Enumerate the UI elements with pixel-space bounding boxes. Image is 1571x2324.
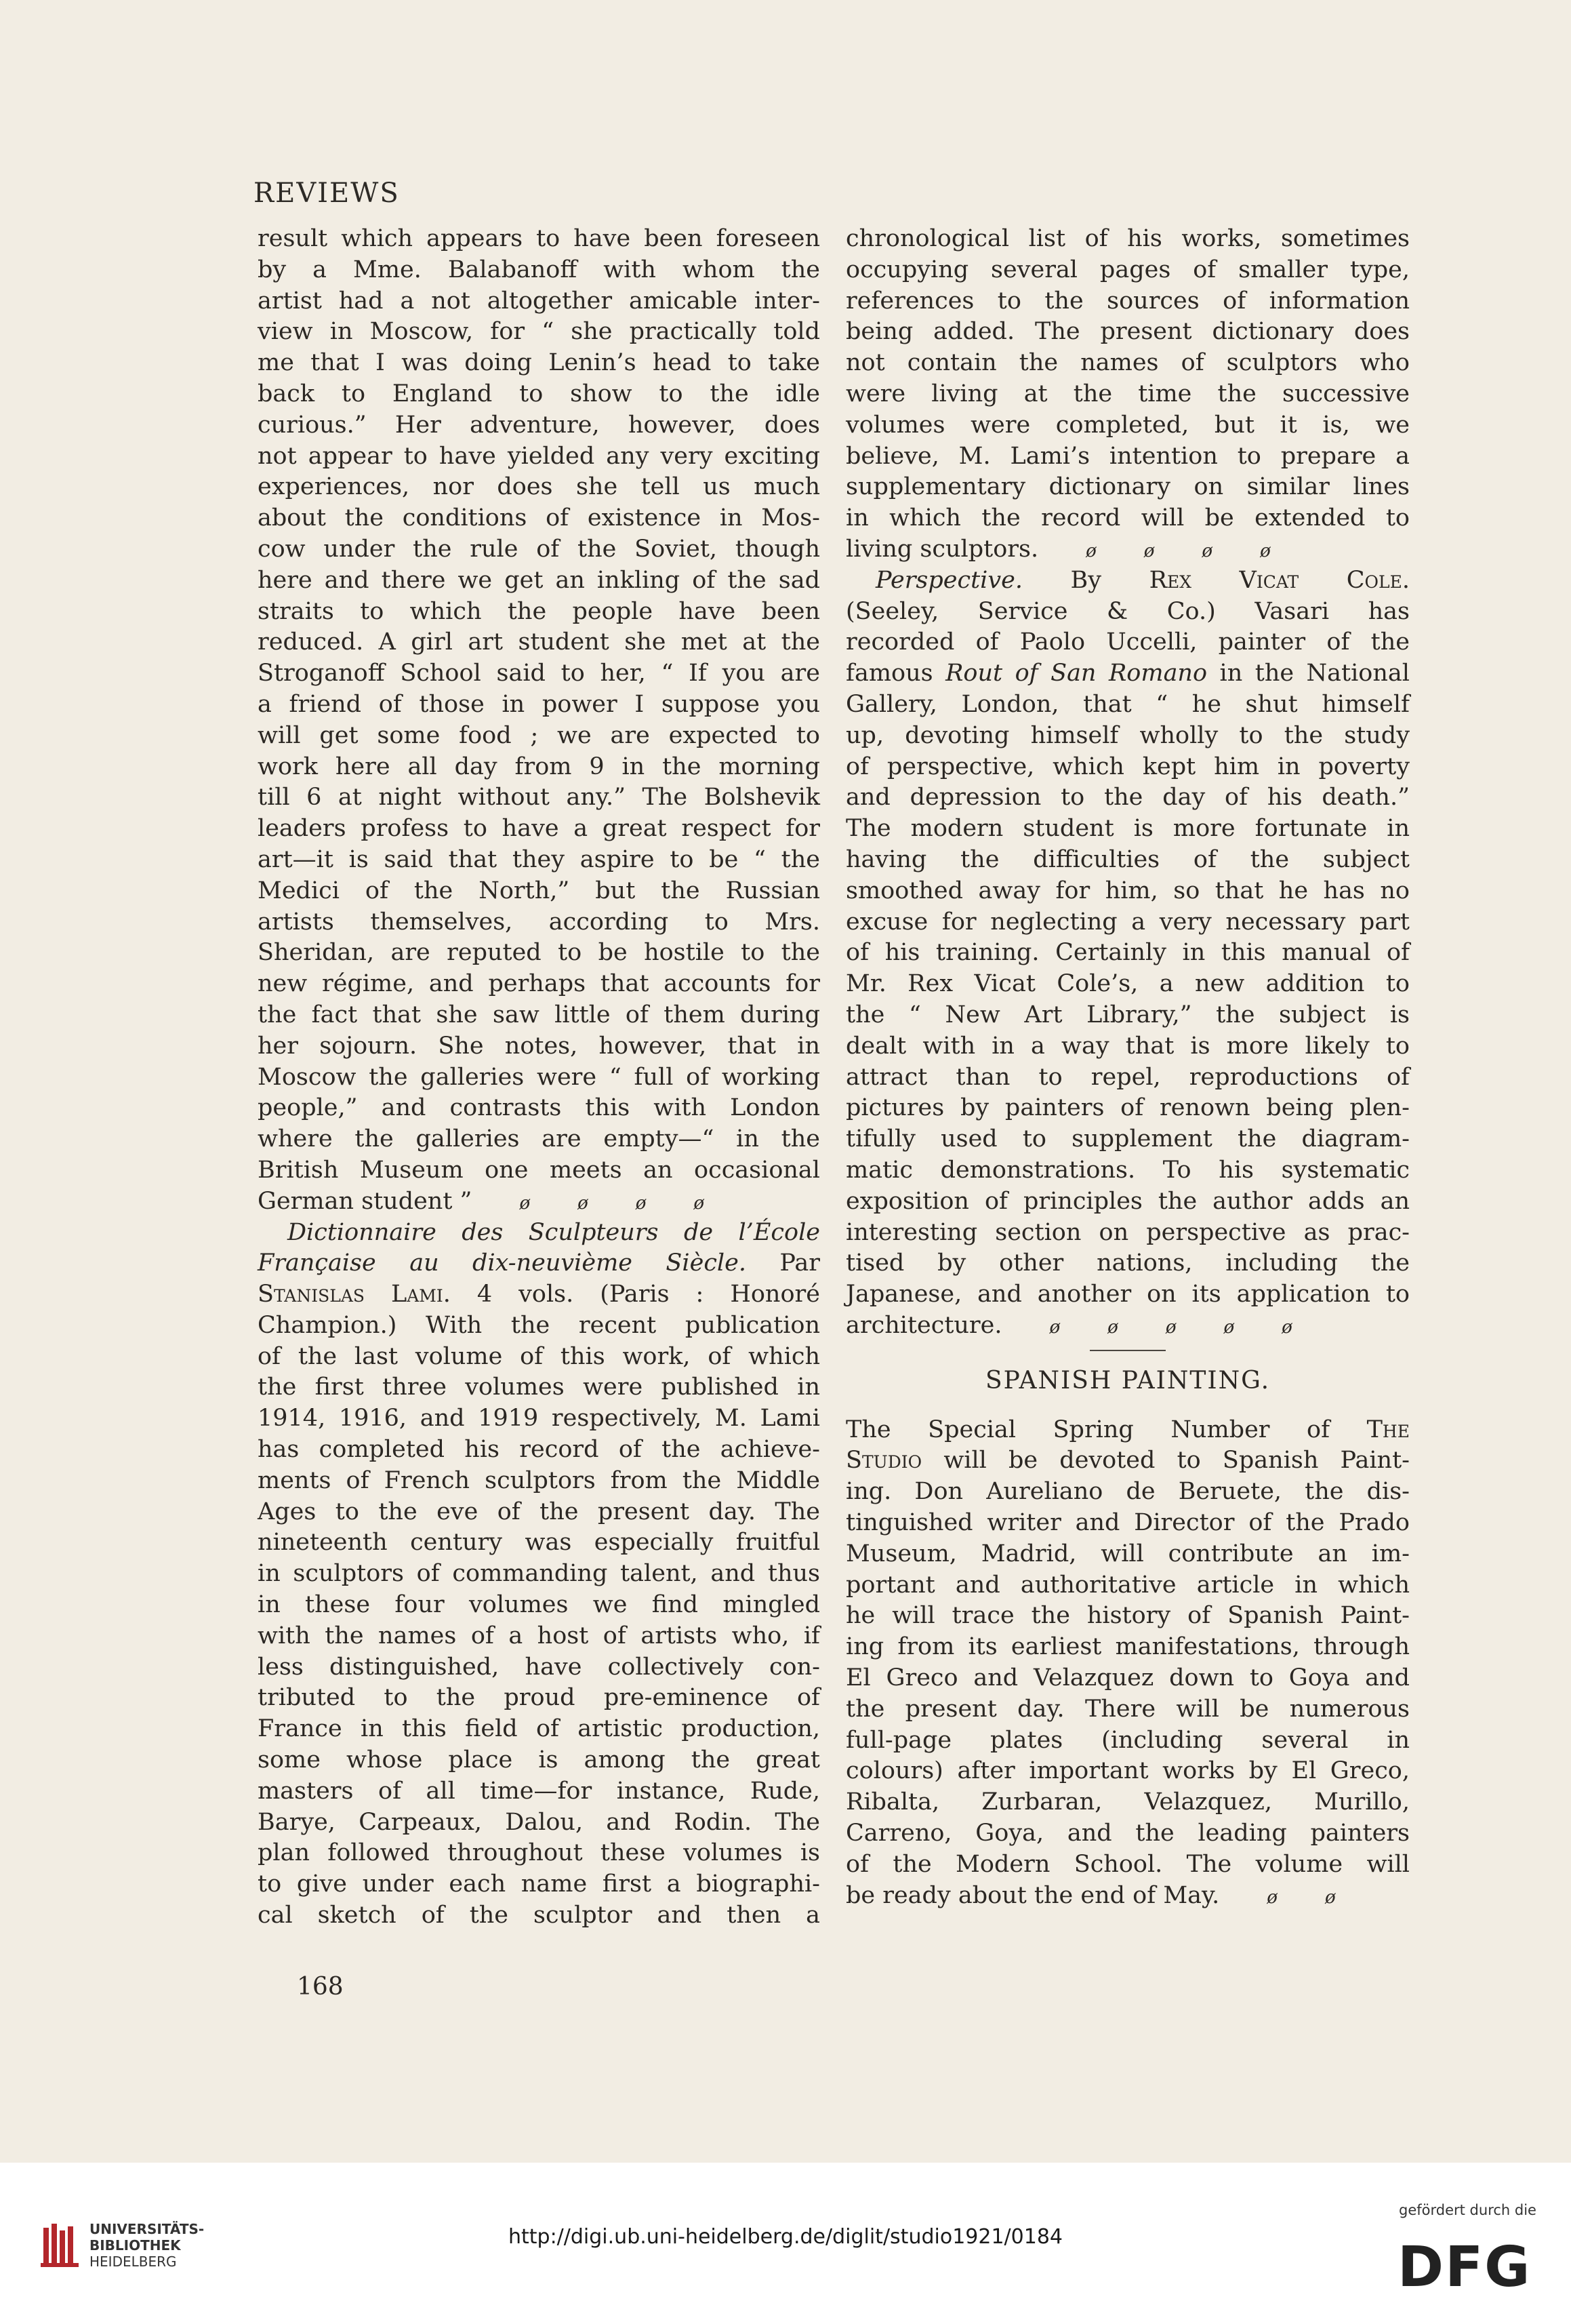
text-line: 1914, 1916, and 1919 respectively, M. Lami bbox=[258, 1405, 820, 1433]
text-line: matic demonstrations. To his systematic bbox=[846, 1156, 1410, 1184]
text-line: new régime, and perhaps that accounts for bbox=[258, 970, 820, 998]
text-line: in which the record will be extended to bbox=[846, 504, 1410, 532]
text-line: and depression to the day of his death.” bbox=[846, 784, 1410, 812]
text-line: ing. Don Aureliano de Beruete, the dis- bbox=[846, 1478, 1410, 1506]
announcement-text: The Special Spring Number of bbox=[846, 1416, 1330, 1443]
text-line: interesting section on perspective as prac- bbox=[846, 1218, 1410, 1246]
text-line: in sculptors of commanding talent, and thus bbox=[258, 1560, 820, 1588]
text-line: of the last volume of this work, of which bbox=[258, 1342, 820, 1370]
text-line: to give under each name first a biographi- bbox=[258, 1870, 820, 1898]
text-line: me that I was doing Lenin’s head to take bbox=[258, 349, 820, 377]
text-line: exposition of principles the author adds an bbox=[846, 1187, 1410, 1215]
text-line: occupying several pages of smaller type, bbox=[846, 256, 1410, 283]
section-divider bbox=[1090, 1350, 1166, 1351]
text-line: nineteenth century was especially fruitful bbox=[258, 1529, 820, 1557]
magazine-name: The bbox=[1366, 1416, 1410, 1443]
text-line: has completed his record of the achieve- bbox=[258, 1436, 820, 1464]
text-line: Stroganoff School said to her, “ If you are bbox=[258, 660, 820, 687]
book-title: Française au dix-neuvième Siècle. bbox=[258, 1249, 746, 1277]
text-line: tifully used to supplement the diagram- bbox=[846, 1125, 1410, 1153]
text-line: plan followed throughout these volumes is bbox=[258, 1839, 820, 1867]
page-number: 168 bbox=[297, 1973, 344, 2001]
library-name-line-3: HEIDELBERG bbox=[89, 2253, 177, 2270]
text-line: the “ New Art Library,” the subject is bbox=[846, 1001, 1410, 1028]
text-line: not contain the names of sculptors who bbox=[846, 349, 1410, 377]
review-heading-line bbox=[258, 1248, 820, 1279]
spacer bbox=[846, 1401, 1410, 1415]
book-author: Rex Vicat Cole. bbox=[1149, 566, 1410, 594]
ornament-glyph: ø bbox=[1267, 1887, 1278, 1908]
review-text: Par bbox=[779, 1249, 820, 1277]
text-line: less distinguished, have collectively con- bbox=[258, 1653, 820, 1681]
text-line: portant and authoritative article in which bbox=[846, 1571, 1410, 1599]
text-line: here and there we get an inkling of the sad bbox=[258, 566, 820, 594]
text-line: by a Mme. Balabanoff with whom the bbox=[258, 256, 820, 283]
text-line: (Seeley, Service & Co.) Vasari has bbox=[846, 597, 1410, 625]
permalink-url[interactable]: http://digi.ub.uni-heidelberg.de/diglit/studio1921/0184 bbox=[508, 2225, 1063, 2249]
text-line: ments of French sculptors from the Middle bbox=[258, 1466, 820, 1494]
text-line: Medici of the North,” but the Russian bbox=[258, 877, 820, 904]
text-line: a friend of those in power I suppose you bbox=[258, 690, 820, 718]
text-line: masters of all time—for instance, Rude, bbox=[258, 1777, 820, 1805]
text-line: Carreno, Goya, and the leading painters bbox=[846, 1820, 1410, 1847]
text-line: dealt with in a way that is more likely to bbox=[846, 1032, 1410, 1060]
text-line: were living at the time the successive bbox=[846, 380, 1410, 407]
text-line: Gallery, London, that “ he shut himself bbox=[846, 690, 1410, 718]
text-line bbox=[846, 658, 1410, 689]
text-line: of his training. Certainly in this manual of bbox=[846, 939, 1410, 967]
text-line: being added. The present dictionary does bbox=[846, 318, 1410, 346]
text-line: Champion.) With the recent publication bbox=[258, 1311, 820, 1339]
right-column bbox=[846, 224, 1410, 1911]
text-line: supplementary dictionary on similar lines bbox=[846, 473, 1410, 501]
announcement-text: will be devoted to Spanish Paint- bbox=[943, 1447, 1410, 1475]
text-line: of the Modern School. The volume will bbox=[846, 1850, 1410, 1878]
text-line: some whose place is among the great bbox=[258, 1746, 820, 1774]
text-line: tised by other nations, including the bbox=[846, 1249, 1410, 1277]
ornament-glyph: ø bbox=[577, 1193, 588, 1214]
review-heading-line bbox=[258, 1279, 820, 1310]
text-line: chronological list of his works, sometimes bbox=[846, 225, 1410, 252]
text-line: cow under the rule of the Soviet, though bbox=[258, 535, 820, 563]
text-line: about the conditions of existence in Mos- bbox=[258, 504, 820, 532]
review-text: By bbox=[1070, 566, 1102, 594]
text-line: living sculptors. ø ø ø ø bbox=[846, 535, 1271, 563]
text-line: attract than to repel, reproductions of bbox=[846, 1063, 1410, 1091]
text-line: volumes were completed, but it is, we bbox=[846, 411, 1410, 439]
text-line: artist had a not altogether amicable inter- bbox=[258, 287, 820, 315]
review-heading-line bbox=[258, 1218, 820, 1249]
text-line: architecture. ø ø ø ø ø bbox=[846, 1311, 1292, 1339]
text-line: believe, M. Lami’s intention to prepare a bbox=[846, 442, 1410, 470]
text-line: the present day. There will be numerous bbox=[846, 1695, 1410, 1723]
ornament-glyph: ø bbox=[1282, 1317, 1292, 1338]
text-line: excuse for neglecting a very necessary part bbox=[846, 908, 1410, 936]
text-line: reduced. A girl art student she met at the bbox=[258, 628, 820, 656]
text-line: till 6 at night without any.” The Bolshevik bbox=[258, 784, 820, 812]
text-line: up, devoting himself wholly to the study bbox=[846, 721, 1410, 749]
text-line: work here all day from 9 in the morning bbox=[258, 753, 820, 780]
text-line: pictures by painters of renown being plen- bbox=[846, 1094, 1410, 1122]
funded-by-label: gefördert durch die bbox=[1399, 2202, 1536, 2218]
ornament-glyph: ø bbox=[1260, 540, 1271, 561]
ornament-glyph: ø bbox=[1324, 1887, 1336, 1908]
text-line: straits to which the people have been bbox=[258, 597, 820, 625]
text-line bbox=[846, 1415, 1410, 1446]
left-column bbox=[258, 224, 820, 1931]
text-line: tributed to the proud pre-eminence of bbox=[258, 1684, 820, 1712]
text-line: France in this field of artistic production, bbox=[258, 1715, 820, 1743]
ornament-glyph: ø bbox=[635, 1193, 647, 1214]
section-heading: SPANISH PAINTING. bbox=[985, 1366, 1271, 1395]
text-line: ing from its earliest manifestations, through bbox=[846, 1633, 1410, 1661]
text-line: recorded of Paolo Uccelli, painter of the bbox=[846, 628, 1410, 656]
text-line: British Museum one meets an occasional bbox=[258, 1156, 820, 1184]
text-line: of perspective, which kept him in poverty bbox=[846, 753, 1410, 780]
text-line: her sojourn. She notes, however, that in bbox=[258, 1032, 820, 1060]
dfg-logo: DFG bbox=[1397, 2235, 1532, 2300]
review-text: famous bbox=[846, 660, 933, 687]
text-line: German student ” ø ø ø ø bbox=[258, 1187, 705, 1215]
ornament-glyph: ø bbox=[1165, 1317, 1177, 1338]
review-heading-line bbox=[846, 565, 1410, 597]
library-name-line-1: UNIVERSITÄTS- bbox=[89, 2221, 205, 2237]
book-author: Stanislas Lami. bbox=[258, 1281, 451, 1308]
ornament-glyph: ø bbox=[1049, 1317, 1061, 1338]
text-line: the fact that she saw little of them during bbox=[258, 1001, 820, 1028]
text-line: Museum, Madrid, will contribute an im- bbox=[846, 1540, 1410, 1567]
review-text: 4 vols. (Paris : Honoré bbox=[476, 1281, 820, 1308]
ornament-glyph: ø bbox=[519, 1193, 531, 1214]
text-line: people,” and contrasts this with London bbox=[258, 1094, 820, 1122]
text-line: Barye, Carpeaux, Dalou, and Rodin. The bbox=[258, 1808, 820, 1836]
ornament-glyph: ø bbox=[1202, 540, 1213, 561]
text-line: references to the sources of information bbox=[846, 287, 1410, 315]
ornament-glyph: ø bbox=[1086, 540, 1097, 561]
text-line: where the galleries are empty—“ in the bbox=[258, 1125, 820, 1153]
text-line: leaders profess to have a great respect for bbox=[258, 815, 820, 843]
magazine-name: Studio bbox=[846, 1447, 922, 1475]
text-line: the first three volumes were published in bbox=[258, 1374, 820, 1401]
text-line: will get some food ; we are expected to bbox=[258, 721, 820, 749]
ornament-glyph: ø bbox=[693, 1193, 705, 1214]
text-line: he will trace the history of Spanish Paint- bbox=[846, 1602, 1410, 1630]
text-line: colours) after important works by El Greco, bbox=[846, 1757, 1410, 1785]
text-line: curious.” Her adventure, however, does bbox=[258, 411, 820, 439]
text-line: in these four volumes we find mingled bbox=[258, 1591, 820, 1619]
text-line: Moscow the galleries were “ full of working bbox=[258, 1063, 820, 1091]
ornament-glyph: ø bbox=[1143, 540, 1155, 561]
text-line: Ages to the eve of the present day. The bbox=[258, 1498, 820, 1525]
text-line: back to England to show to the idle bbox=[258, 380, 820, 407]
text-line: experiences, nor does she tell us much bbox=[258, 473, 820, 501]
text-line: Ribalta, Zurbaran, Velazquez, Murillo, bbox=[846, 1788, 1410, 1816]
text-line: smoothed away for him, so that he has no bbox=[846, 877, 1410, 904]
review-text: in the National bbox=[1219, 660, 1410, 687]
library-name-line-2: BIBLIOTHEK bbox=[89, 2237, 181, 2253]
text-line: be ready about the end of May. ø ø bbox=[846, 1881, 1336, 1909]
text-line: Mr. Rex Vicat Cole’s, a new addition to bbox=[846, 970, 1410, 998]
ornament-glyph: ø bbox=[1223, 1317, 1235, 1338]
book-title: Perspective. bbox=[876, 566, 1023, 594]
text-line: result which appears to have been foreseen bbox=[258, 225, 820, 252]
text-line: full-page plates (including several in bbox=[846, 1726, 1410, 1754]
text-line: art—it is said that they aspire to be “ the bbox=[258, 845, 820, 873]
text-line bbox=[846, 1445, 1410, 1477]
text-line: The modern student is more fortunate in bbox=[846, 815, 1410, 843]
text-line: tinguished writer and Director of the Prado bbox=[846, 1509, 1410, 1537]
book-title: Dictionnaire des Sculpteurs de l’École bbox=[287, 1218, 820, 1246]
text-line: El Greco and Velazquez down to Goya and bbox=[846, 1664, 1410, 1692]
text-line: view in Moscow, for “ she practically told bbox=[258, 318, 820, 346]
text-line: Japanese, and another on its application to bbox=[846, 1281, 1410, 1308]
painting-title: Rout of San Romano bbox=[945, 660, 1208, 687]
running-head: REVIEWS bbox=[253, 178, 400, 209]
ornament-glyph: ø bbox=[1107, 1317, 1118, 1338]
text-line: not appear to have yielded any very exciting bbox=[258, 442, 820, 470]
text-line: cal sketch of the sculptor and then a bbox=[258, 1902, 820, 1929]
text-line: artists themselves, according to Mrs. bbox=[258, 908, 820, 936]
text-line: with the names of a host of artists who, if bbox=[258, 1622, 820, 1649]
text-line: Sheridan, are reputed to be hostile to the bbox=[258, 939, 820, 967]
text-line: having the difficulties of the subject bbox=[846, 845, 1410, 873]
